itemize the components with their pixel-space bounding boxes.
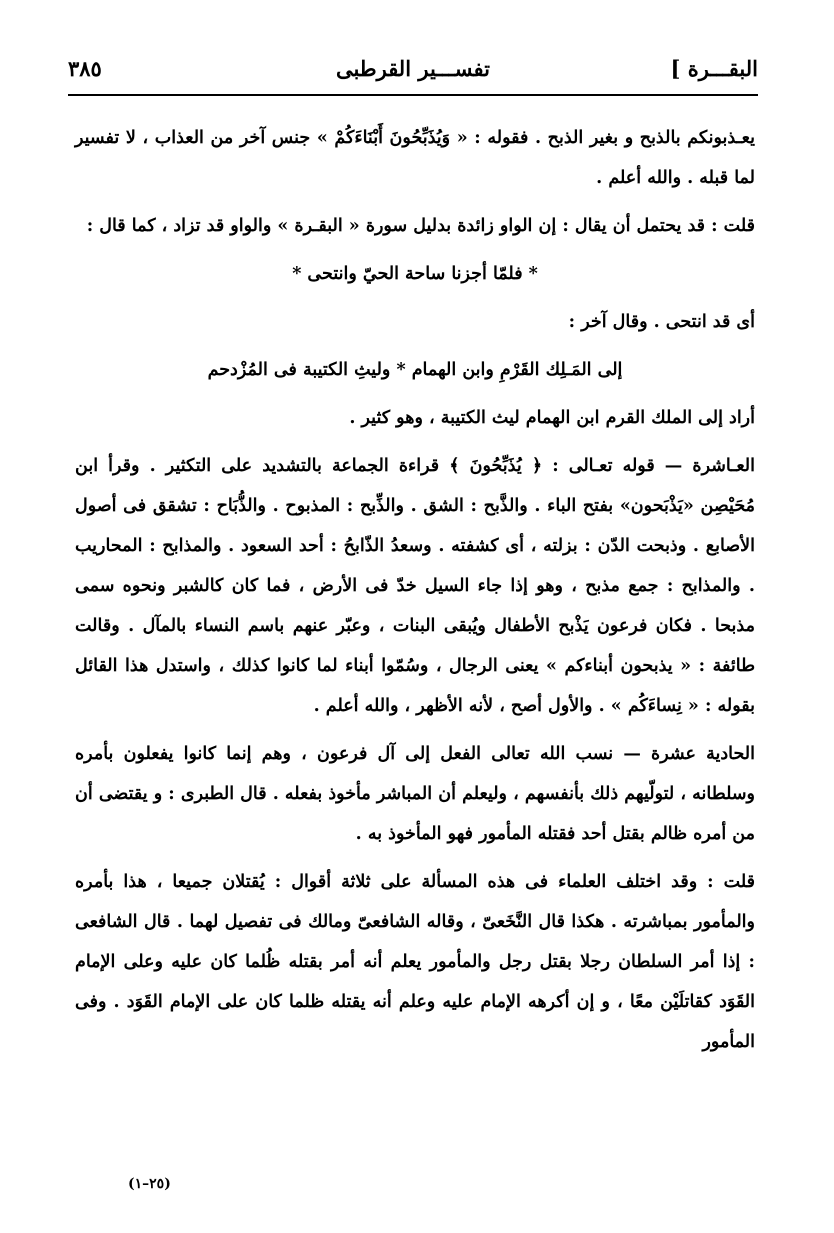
paragraph: العـاشرة — قوله تعـالى : ﴿ يُذَبِّحُونَ ﴾ قراءة الجماعة بالتشديد على التكثير . وقرأ ابن مُحَيْصِن «يَذْبَحون» بفتح الباء . والذَّبح : الشق . والذِّبح : المذبوح . والذُّبَاح : تشقق فى أصول الأصابع . وذبحت الدّن : بزلته ، أى كشفته . وسعدُ الذّابحُ : أحد السعود . والمذابح : المحاريب . والمذابح : جمع مذبح ، وهو إذا جاء السيل خدّ فى الأرض ، فما كان كالشبر ونحوه سمى مذبحا . فكان فرعون يَذْبح الأطفال ويُبقى البنات ، وعبّر عنهم باسم النساء بالمآل . وقالت طائفة : « يذبحون أبناءكم » يعنى الرجال ، وسُمّوا أبناء لما كانوا كذلك ، واستدل هذا القائل بقوله : « نِساءَكُم » . والأول أصح ، لأنه الأظهر ، والله أعلم . [75,456,755,716]
paragraph: قلت : قد يحتمل أن يقال : إن الواو زائدة بدليل سورة « البقـرة » والواو قد تزاد ، كما قال : [86,216,755,236]
paragraph: الحادية عشرة — نسب الله تعالى الفعل إلى آل فرعون ، وهم إنما كانوا يفعلون بأمره وسلطانه ، لتولّيهم ذلك بأنفسهم ، وليعلم أن المباشر مأخوذ بفعله . قال الطبرى : و يقتضى أن من أمره ظالم بقتل أحد فقتله المأمور فهو المأخوذ به . [75,744,755,844]
running-header [68,50,758,90]
page-number: ٣٨٥ [68,56,102,81]
surah-name: البقـــرة ] [670,56,758,81]
signature-mark: (٢٥–١) [128,1176,171,1192]
paragraph: يعـذبونكم بالذبح و بغير الذبح . فقوله : « وَيُذَبِّحُونَ أَبْنَاءَكُمْ » جنس آخر من العذاب ، لا تفسير لما قبله . والله أعلم . [75,128,755,188]
header-rule [68,94,758,96]
paragraph: أراد إلى الملك القرم ابن الهمام ليث الكتيبة ، وهو كثير . [349,408,755,428]
poetry-verse: إلى المَـلِك القَرْمِ وابن الهمام * وليثِ الكتيبة فى المُزْدحم [207,360,623,380]
paragraph: قلت : وقد اختلف العلماء فى هذه المسألة على ثلاثة أقوال : يُقتلان جميعا ، هذا بأمره والمأمور بمباشرته . هكذا قال النَّخَعىّ ، وقاله الشافعىّ ومالك فى تفصيل لهما . قال الشافعى : إذا أمر السلطان رجلا بقتل رجل والمأمور يعلم أنه أمر بقتله ظُلما كان عليه وعلى الإمام القَوَد كقاتلَيْن معًا ، و إن أكرهه الإمام عليه وعلم أنه يقتله ظلما كان على الإمام القَوَد . وفى المأمور [75,872,755,1052]
poetry-verse: * فلمّا أجزنا ساحة الحيّ وانتحى * [292,264,538,284]
main-text [75,118,755,1070]
paragraph: أى قد انتحى . وقال آخر : [568,312,755,332]
book-title: تفســـير القرطبى [336,56,490,81]
